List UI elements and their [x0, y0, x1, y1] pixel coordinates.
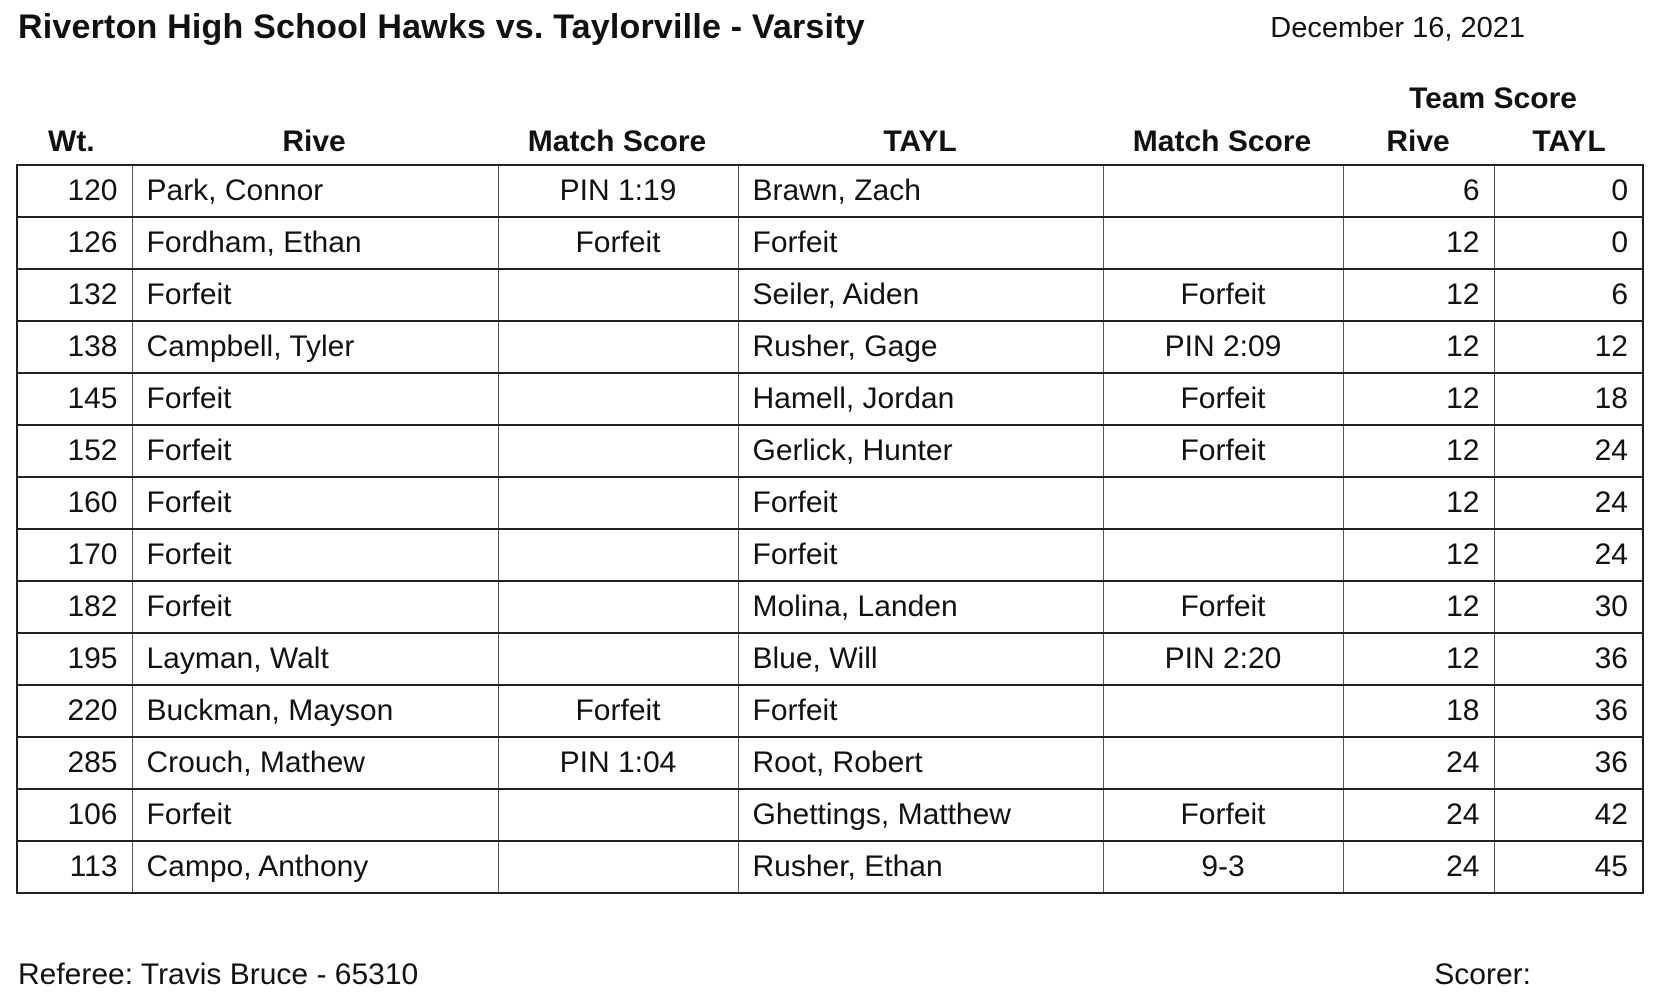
- cell-weight: 195: [17, 633, 132, 685]
- cell-rive-wrestler: Forfeit: [132, 581, 498, 633]
- cell-tayl-wrestler: Seiler, Aiden: [738, 269, 1103, 321]
- cell-team-score-2: 24: [1494, 529, 1643, 581]
- cell-rive-wrestler: Campo, Anthony: [132, 841, 498, 893]
- cell-rive-wrestler: Fordham, Ethan: [132, 217, 498, 269]
- cell-match-score-1: Forfeit: [498, 685, 738, 737]
- cell-team-score-1: 12: [1343, 321, 1494, 373]
- results-table: [16, 164, 1644, 894]
- cell-tayl-wrestler: Molina, Landen: [738, 581, 1103, 633]
- cell-weight: 126: [17, 217, 132, 269]
- cell-weight: 152: [17, 425, 132, 477]
- referee-label: Referee: Travis Bruce - 65310: [18, 958, 419, 991]
- cell-rive-wrestler: Forfeit: [132, 477, 498, 529]
- table-row: [17, 165, 1643, 217]
- cell-team-score-1: 18: [1343, 685, 1494, 737]
- table-row: [17, 789, 1643, 841]
- cell-team-score-1: 24: [1343, 841, 1494, 893]
- cell-match-score-1: Forfeit: [498, 217, 738, 269]
- cell-team-score-2: 24: [1494, 477, 1643, 529]
- cell-tayl-wrestler: Ghettings, Matthew: [738, 789, 1103, 841]
- cell-match-score-1: [498, 477, 738, 529]
- cell-team-score-1: 6: [1343, 165, 1494, 217]
- cell-tayl-wrestler: Gerlick, Hunter: [738, 425, 1103, 477]
- cell-match-score-2: PIN 2:20: [1103, 633, 1343, 685]
- cell-match-score-2: Forfeit: [1103, 425, 1343, 477]
- cell-tayl-wrestler: Forfeit: [738, 217, 1103, 269]
- cell-rive-wrestler: Buckman, Mayson: [132, 685, 498, 737]
- cell-weight: 160: [17, 477, 132, 529]
- cell-rive-wrestler: Forfeit: [132, 373, 498, 425]
- cell-match-score-2: [1103, 737, 1343, 789]
- cell-match-score-1: [498, 373, 738, 425]
- cell-team-score-1: 12: [1343, 529, 1494, 581]
- cell-match-score-2: [1103, 217, 1343, 269]
- cell-weight: 120: [17, 165, 132, 217]
- cell-weight: 113: [17, 841, 132, 893]
- table-row: [17, 581, 1643, 633]
- cell-match-score-1: [498, 581, 738, 633]
- col-header-match-score-1: Match Score: [527, 125, 707, 158]
- cell-match-score-1: PIN 1:04: [498, 737, 738, 789]
- cell-team-score-2: 24: [1494, 425, 1643, 477]
- cell-team-score-2: 42: [1494, 789, 1643, 841]
- col-header-team-score: Team Score: [1409, 82, 1577, 115]
- cell-match-score-2: Forfeit: [1103, 789, 1343, 841]
- cell-match-score-2: [1103, 685, 1343, 737]
- cell-match-score-2: Forfeit: [1103, 581, 1343, 633]
- cell-match-score-1: PIN 1:19: [498, 165, 738, 217]
- cell-team-score-2: 6: [1494, 269, 1643, 321]
- page-title: Riverton High School Hawks vs. Taylorville - Varsity: [18, 8, 865, 46]
- cell-weight: 132: [17, 269, 132, 321]
- cell-match-score-1: [498, 633, 738, 685]
- cell-team-score-1: 12: [1343, 581, 1494, 633]
- cell-team-score-1: 12: [1343, 269, 1494, 321]
- col-header-match-score-2: Match Score: [1132, 125, 1312, 158]
- cell-tayl-wrestler: Blue, Will: [738, 633, 1103, 685]
- cell-rive-wrestler: Layman, Walt: [132, 633, 498, 685]
- col-header-team1: Rive: [282, 125, 346, 158]
- cell-team-score-1: 12: [1343, 477, 1494, 529]
- cell-rive-wrestler: Crouch, Mathew: [132, 737, 498, 789]
- table-row: [17, 321, 1643, 373]
- cell-team-score-2: 36: [1494, 737, 1643, 789]
- cell-weight: 285: [17, 737, 132, 789]
- cell-weight: 220: [17, 685, 132, 737]
- cell-rive-wrestler: Campbell, Tyler: [132, 321, 498, 373]
- cell-team-score-1: 12: [1343, 425, 1494, 477]
- cell-match-score-1: [498, 321, 738, 373]
- cell-team-score-1: 24: [1343, 737, 1494, 789]
- cell-tayl-wrestler: Forfeit: [738, 685, 1103, 737]
- table-row: [17, 529, 1643, 581]
- table-row: [17, 425, 1643, 477]
- match-date: December 16, 2021: [1270, 12, 1525, 44]
- cell-rive-wrestler: Forfeit: [132, 269, 498, 321]
- cell-team-score-1: 12: [1343, 373, 1494, 425]
- table-row: [17, 269, 1643, 321]
- cell-tayl-wrestler: Forfeit: [738, 529, 1103, 581]
- cell-team-score-2: 0: [1494, 217, 1643, 269]
- cell-match-score-1: [498, 425, 738, 477]
- table-row: [17, 633, 1643, 685]
- table-row: [17, 737, 1643, 789]
- table-row: [17, 477, 1643, 529]
- cell-team-score-2: 36: [1494, 685, 1643, 737]
- cell-team-score-2: 18: [1494, 373, 1643, 425]
- cell-match-score-2: [1103, 529, 1343, 581]
- cell-tayl-wrestler: Root, Robert: [738, 737, 1103, 789]
- cell-tayl-wrestler: Rusher, Gage: [738, 321, 1103, 373]
- cell-weight: 182: [17, 581, 132, 633]
- cell-tayl-wrestler: Forfeit: [738, 477, 1103, 529]
- col-header-weight: Wt.: [48, 125, 95, 158]
- cell-weight: 106: [17, 789, 132, 841]
- cell-weight: 170: [17, 529, 132, 581]
- cell-rive-wrestler: Forfeit: [132, 529, 498, 581]
- cell-tayl-wrestler: Rusher, Ethan: [738, 841, 1103, 893]
- cell-match-score-2: Forfeit: [1103, 269, 1343, 321]
- cell-rive-wrestler: Park, Connor: [132, 165, 498, 217]
- col-header-team-score-2: TAYL: [1532, 125, 1606, 158]
- cell-weight: 138: [17, 321, 132, 373]
- table-row: [17, 217, 1643, 269]
- cell-match-score-1: [498, 841, 738, 893]
- cell-team-score-2: 0: [1494, 165, 1643, 217]
- cell-match-score-1: [498, 269, 738, 321]
- table-row: [17, 841, 1643, 893]
- cell-match-score-2: 9-3: [1103, 841, 1343, 893]
- table-row: [17, 373, 1643, 425]
- cell-rive-wrestler: Forfeit: [132, 789, 498, 841]
- cell-tayl-wrestler: Hamell, Jordan: [738, 373, 1103, 425]
- cell-match-score-2: [1103, 165, 1343, 217]
- cell-tayl-wrestler: Brawn, Zach: [738, 165, 1103, 217]
- cell-team-score-1: 12: [1343, 217, 1494, 269]
- cell-match-score-2: Forfeit: [1103, 373, 1343, 425]
- cell-rive-wrestler: Forfeit: [132, 425, 498, 477]
- cell-team-score-2: 30: [1494, 581, 1643, 633]
- scorer-label: Scorer:: [1434, 958, 1531, 991]
- table-row: [17, 685, 1643, 737]
- cell-match-score-2: [1103, 477, 1343, 529]
- cell-match-score-2: PIN 2:09: [1103, 321, 1343, 373]
- col-header-team2: TAYL: [883, 125, 957, 158]
- cell-match-score-1: [498, 789, 738, 841]
- cell-team-score-2: 36: [1494, 633, 1643, 685]
- cell-weight: 145: [17, 373, 132, 425]
- cell-match-score-1: [498, 529, 738, 581]
- cell-team-score-2: 12: [1494, 321, 1643, 373]
- col-header-team-score-1: Rive: [1386, 125, 1450, 158]
- cell-team-score-1: 12: [1343, 633, 1494, 685]
- cell-team-score-1: 24: [1343, 789, 1494, 841]
- cell-team-score-2: 45: [1594, 850, 1628, 883]
